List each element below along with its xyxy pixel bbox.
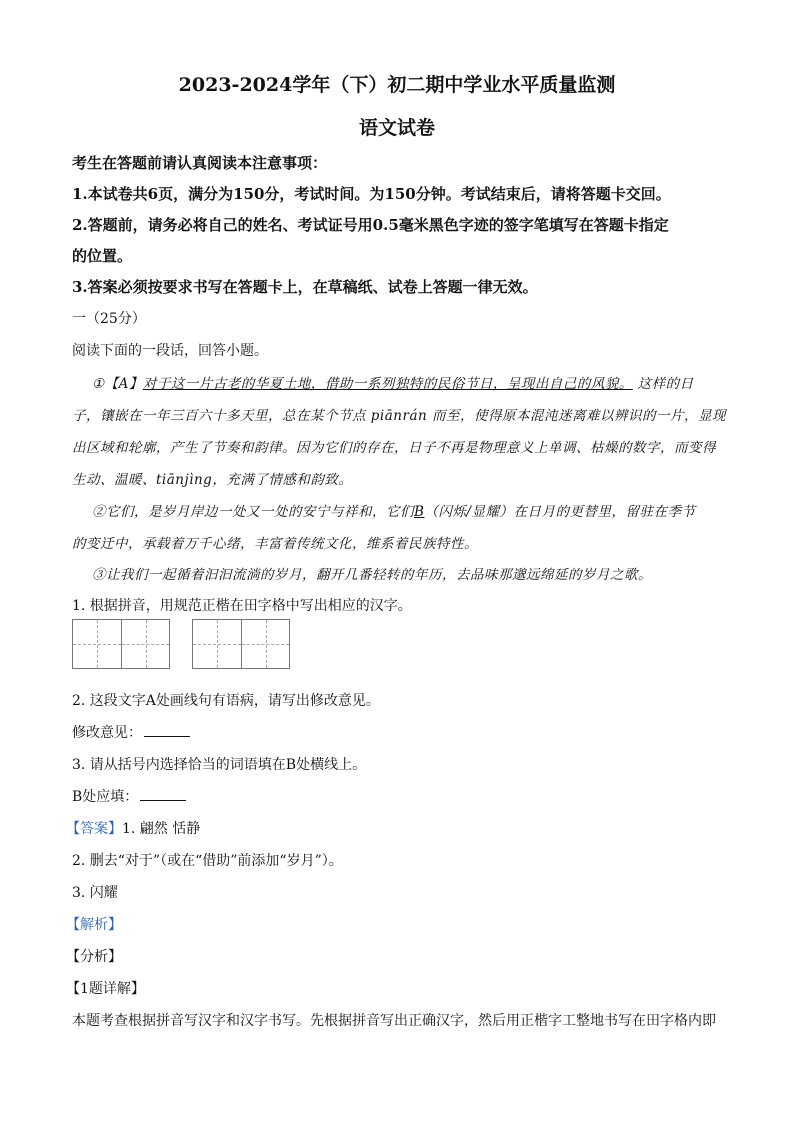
- page-title: 2023-2024学年（下）初二期中学业水平质量监测: [178, 74, 616, 96]
- notice-heading: 考生在答题前请认真阅读本注意事项：: [72, 154, 328, 172]
- question-3: 3. 请从括号内选择恰当的词语填在B处横线上。: [72, 757, 367, 773]
- passage-line-2: 子，镶嵌在一年三百六十多天里，总在某个节点 piānrán 而至，使得原本混沌迷离难以辨识的一片，显现: [72, 408, 726, 424]
- answer-blank[interactable]: [144, 722, 190, 737]
- passage-line-3: 出区域和轮廓，产生了节奏和韵律。因为它们的存在，日子不再是物理意义上单调、枯燥的数字，而变得: [72, 440, 716, 456]
- tianzige-cell[interactable]: [121, 620, 169, 668]
- analysis-detail-text: 本题考查根据拼音写汉字和汉字书写。先根据拼音写出正确汉字，然后用正楷字工整地书写在田字格内即: [72, 1013, 716, 1029]
- passage-p1-rest: 这样的日: [632, 376, 694, 392]
- question-2: 2. 这段文字A处画线句有语病，请写出修改意见。: [72, 693, 380, 709]
- passage-p2-a: ②它们，是岁月岸边一处又一处的安宁与祥和，它们: [92, 504, 414, 520]
- passage-p1-lead: ①【A】: [92, 376, 143, 392]
- tianzige-grid-1[interactable]: [72, 619, 170, 669]
- question-2-answer-line: [72, 722, 190, 742]
- passage-p2-line-2: 的变迁中，承载着万千心绪，丰富着传统文化，维系着民族特性。: [72, 536, 478, 552]
- notice-item-3: 3.答案必须按要求书写在答题卡上，在草稿纸、试卷上答题一律无效。: [72, 278, 538, 296]
- answer-3: 3. 闪耀: [72, 885, 118, 901]
- question-1: 1. 根据拼音，用规范正楷在田字格中写出相应的汉字。: [72, 598, 412, 614]
- passage-line-4: 生动、温暖、tiānjìng，充满了情感和韵致。: [72, 472, 353, 488]
- section-instruction: 阅读下面的一段话，回答小题。: [72, 343, 268, 359]
- passage-paragraph-1: [92, 372, 694, 392]
- analysis-tag: 【解析】: [66, 917, 122, 933]
- question-2-answer-label: 修改意见：: [72, 725, 142, 741]
- passage-blank-b: B: [414, 504, 425, 520]
- answer-line-1: [66, 818, 200, 838]
- tianzige-grid-2[interactable]: [192, 619, 290, 669]
- tianzige-cell[interactable]: [241, 620, 289, 668]
- analysis-fenxi-tag: 【分析】: [66, 949, 122, 965]
- passage-paragraph-3: ③让我们一起循着汩汩流淌的岁月，翻开几番轻转的年历，去品味那邈远绵延的岁月之歌。: [92, 567, 652, 583]
- answer-1: 1. 翩然 恬静: [122, 821, 201, 837]
- question-3-answer-label: B处应填：: [72, 789, 139, 805]
- passage-underlined-sentence-a: 对于这一片古老的华夏土地，借助一系列独特的民俗节日，呈现出自己的风貌。: [142, 376, 633, 392]
- answer-tag: 【答案】: [66, 821, 122, 837]
- notice-item-1: 1.本试卷共6页，满分为150分，考试时间。为150分钟。考试结束后，请将答题卡交回。: [72, 185, 671, 203]
- notice-item-2-line2: 的位置。: [72, 247, 133, 265]
- passage-paragraph-2: [92, 500, 695, 520]
- tianzige-cell[interactable]: [193, 620, 241, 668]
- section-label: 一（25分）: [72, 311, 146, 327]
- answer-blank[interactable]: [140, 786, 186, 801]
- analysis-detail-tag: 【1题详解】: [66, 981, 145, 997]
- tianzige-cell[interactable]: [73, 620, 121, 668]
- page-subtitle: 语文试卷: [358, 117, 435, 139]
- notice-item-2-line1: 2.答题前，请务必将自己的姓名、考试证号用0.5毫米黑色字迹的签字笔填写在答题卡指定: [72, 216, 669, 234]
- question-3-answer-line: [72, 786, 186, 806]
- answer-2: 2. 删去“对于”（或在“借助”前添加“岁月”）。: [72, 853, 343, 869]
- passage-p2-c: （闪烁/显耀）在日月的更替里，留驻在季节: [424, 504, 696, 520]
